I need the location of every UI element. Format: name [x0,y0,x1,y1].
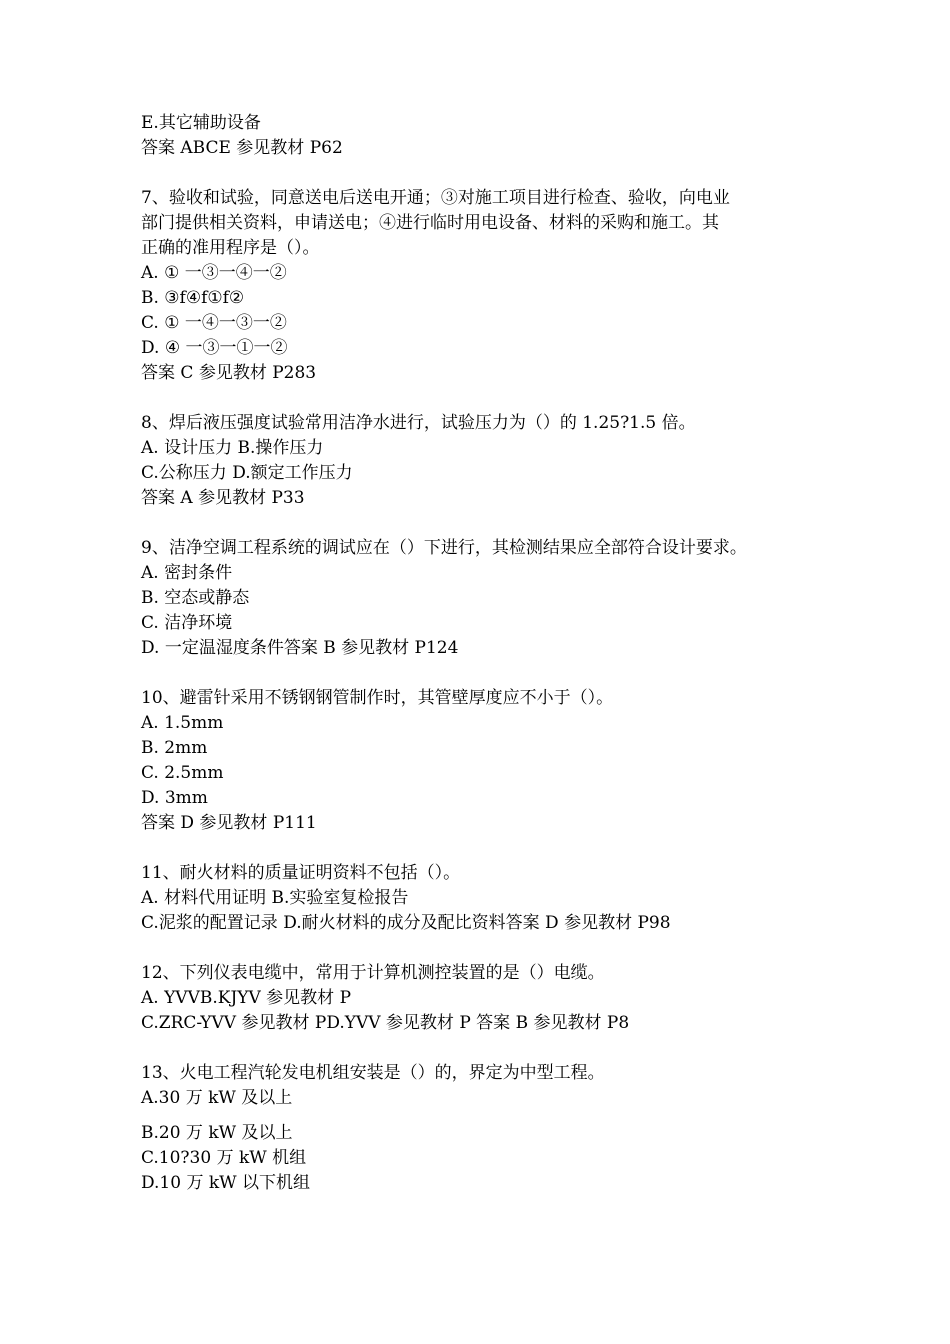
option-a: A. ① 一③一④一② [141,263,287,283]
question-9 [141,536,831,661]
question-stem: 11、耐火材料的质量证明资料不包括（）。 [141,863,461,883]
answer-line: 答案 C 参见教材 P283 [141,363,317,383]
answer-line: 答案 D 参见教材 P111 [141,813,317,833]
option-a-b: A. 设计压力 B.操作压力 [141,438,324,458]
option-a-b: A. YVVB.KJYV 参见教材 P [141,988,352,1008]
question-stem: 9、洁净空调工程系统的调试应在（）下进行，其检测结果应全部符合设计要求。 [141,538,747,558]
option-c: C. ① 一④一③一② [141,313,287,333]
option-d: D. 3mm [141,788,208,808]
option-c: C. 洁净环境 [141,613,233,633]
option-b: B.20 万 kW 及以上 [141,1123,293,1143]
answer-line: 答案 ABCE 参见教材 P62 [141,138,343,158]
option-a: A.30 万 kW 及以上 [141,1088,293,1108]
option-a: A. 1.5mm [141,713,224,733]
option-c-d: C.泥浆的配置记录 D.耐火材料的成分及配比资料答案 D 参见教材 P98 [141,913,671,933]
option-a: A. 密封条件 [141,563,233,583]
option-b: B. ③f④f①f② [141,288,245,308]
answer-line: 答案 A 参见教材 P33 [141,488,305,508]
option-a-b: A. 材料代用证明 B.实验室复检报告 [141,888,409,908]
question-stem: 10、避雷针采用不锈钢钢管制作时，其管壁厚度应不小于（）。 [141,688,614,708]
question-stem: 8、焊后液压强度试验常用洁净水进行，试验压力为（）的 1.25?1.5 倍。 [141,413,696,433]
option-c-d: C.公称压力 D.额定工作压力 [141,463,353,483]
question-6-tail [141,111,831,161]
option-c-d: C.ZRC-YVV 参见教材 PD.YVV 参见教材 P 答案 B 参见教材 P8 [141,1013,630,1033]
question-stem: 13、火电工程汽轮发电机组安装是（）的，界定为中型工程。 [141,1063,605,1083]
question-stem: 12、下列仪表电缆中，常用于计算机测控装置的是（）电缆。 [141,963,605,983]
question-8 [141,411,831,511]
option-d: D. 一定温湿度条件答案 B 参见教材 P124 [141,638,459,658]
option-d: D.10 万 kW 以下机组 [141,1173,311,1193]
question-13 [141,1061,831,1196]
question-stem: 7、验收和试验，同意送电后送电开通；③对施工项目进行检查、验收，向电业 [141,188,730,208]
option-c: C. 2.5mm [141,763,224,783]
option-b: B. 2mm [141,738,208,758]
option-c: C.10?30 万 kW 机组 [141,1148,307,1168]
option-b: B. 空态或静态 [141,588,250,608]
question-7 [141,186,831,386]
question-12 [141,961,831,1036]
option-e: E.其它辅助设备 [141,113,261,133]
question-stem: 正确的准用程序是（）。 [141,238,320,258]
question-stem: 部门提供相关资料，申请送电；④进行临时用电设备、材料的采购和施工。其 [141,213,719,233]
document-body [141,111,831,1221]
question-11 [141,861,831,936]
question-10 [141,686,831,836]
option-d: D. ④ 一③一①一② [141,338,288,358]
